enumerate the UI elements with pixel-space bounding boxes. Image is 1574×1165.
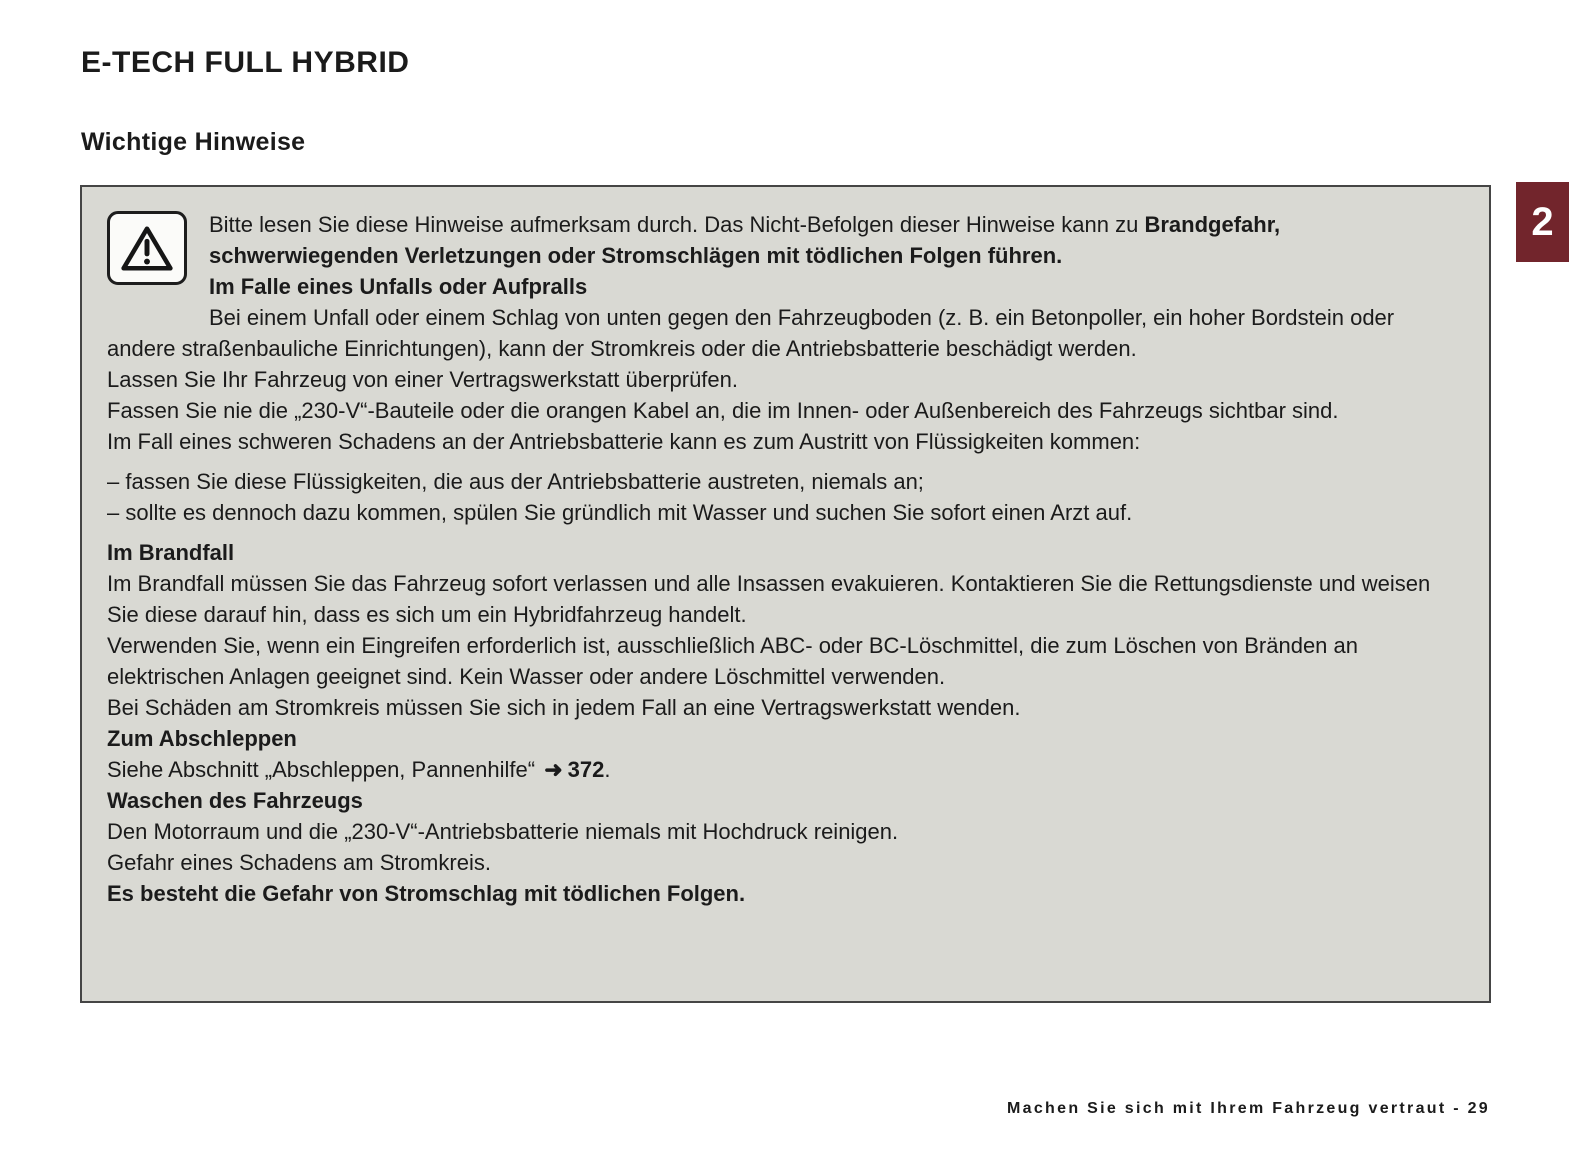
notice-heading: [107, 271, 1464, 302]
warning-notice-box: [80, 185, 1491, 1003]
notice-paragraph: [107, 878, 1464, 909]
chapter-number: 2: [1531, 199, 1554, 244]
notice-text: Bitte lesen Sie diese Hinweise aufmerksam durch. Das Nicht-Befolgen dieser Hinweise kann zu: [209, 212, 1145, 237]
notice-text: Fassen Sie nie die „230-V“-Bauteile oder die orangen Kabel an, die im Innen- oder Außenbereich des Fahrzeugs sichtbar sind.: [107, 398, 1339, 423]
page-footer: Machen Sie sich mit Ihrem Fahrzeug vertraut - 29: [1007, 1100, 1490, 1117]
notice-list-item: [107, 466, 1464, 497]
notice-text: 372: [567, 757, 605, 782]
notice-paragraph: [107, 630, 1464, 692]
notice-text: Verwenden Sie, wenn ein Eingreifen erforderlich ist, ausschließlich ABC- oder BC-Löschmittel, die zum Löschen von Bränden an elektrischen Anlagen geeignet sind. Kein Wasser oder andere Löschmittel verwenden.: [107, 633, 1358, 689]
notice-paragraph: [107, 302, 1464, 364]
notice-text: Gefahr eines Schadens am Stromkreis.: [107, 850, 491, 875]
notice-text: .: [604, 757, 611, 782]
notice-text: Lassen Sie Ihr Fahrzeug von einer Vertragswerkstatt überprüfen.: [107, 367, 739, 392]
notice-paragraph: [107, 816, 1464, 847]
notice-paragraph: [107, 395, 1464, 426]
warning-triangle-icon: [107, 211, 187, 285]
cross-reference-arrow-icon: ➜: [544, 757, 563, 782]
notice-text: Bei Schäden am Stromkreis müssen Sie sich in jedem Fall an eine Vertragswerkstatt wenden.: [107, 695, 1021, 720]
notice-paragraph: [107, 364, 1464, 395]
notice-heading: [107, 537, 1464, 568]
notice-text: – sollte es dennoch dazu kommen, spülen Sie gründlich mit Wasser und suchen Sie sofort einen Arzt auf.: [107, 500, 1133, 525]
notice-paragraph: [107, 692, 1464, 723]
chapter-tab: [1516, 182, 1569, 262]
notice-paragraph: [107, 209, 1464, 271]
notice-text: Den Motorraum und die „230-V“-Antriebsbatterie niemals mit Hochdruck reinigen.: [107, 819, 899, 844]
notice-text: Es besteht die Gefahr von Stromschlag mit tödlichen Folgen.: [107, 881, 746, 906]
notice-text: Im Falle eines Unfalls oder Aufpralls: [209, 274, 588, 299]
notice-content: [107, 209, 1464, 909]
notice-text: Bei einem Unfall oder einem Schlag von unten gegen den Fahrzeugboden (z. B. ein Betonpoller, ein hoher Bordstein oder andere straßenbauliche Einrichtungen), kann der Stromkreis oder die Antriebsbatterie beschädigt werden.: [107, 305, 1395, 361]
notice-text: Brandgefahr, schwerwiegenden Verletzungen oder Stromschlägen mit tödlichen Folgen führen.: [209, 212, 1281, 268]
page-title: E-TECH FULL HYBRID: [81, 46, 410, 79]
notice-text: Im Brandfall: [107, 540, 235, 565]
notice-text: Im Brandfall müssen Sie das Fahrzeug sofort verlassen und alle Insassen evakuieren. Kontaktieren Sie die Rettungsdienste und weisen Sie diese darauf hin, dass es sich um ein Hybridfahrzeug handelt.: [107, 571, 1431, 627]
notice-text: Zum Abschleppen: [107, 726, 297, 751]
notice-text: Im Fall eines schweren Schadens an der Antriebsbatterie kann es zum Austritt von Flüssigkeiten kommen:: [107, 429, 1141, 454]
section-title: Wichtige Hinweise: [81, 128, 306, 156]
notice-text: Waschen des Fahrzeugs: [107, 788, 363, 813]
notice-heading: [107, 785, 1464, 816]
notice-heading: [107, 723, 1464, 754]
notice-paragraph: [107, 426, 1464, 457]
notice-paragraph: [107, 754, 1464, 785]
notice-list-item: [107, 497, 1464, 528]
notice-paragraph: [107, 847, 1464, 878]
notice-text: – fassen Sie diese Flüssigkeiten, die aus der Antriebsbatterie austreten, niemals an;: [107, 469, 924, 494]
notice-paragraph: [107, 568, 1464, 630]
notice-text: Siehe Abschnitt „Abschleppen, Pannenhilfe“: [107, 757, 542, 782]
